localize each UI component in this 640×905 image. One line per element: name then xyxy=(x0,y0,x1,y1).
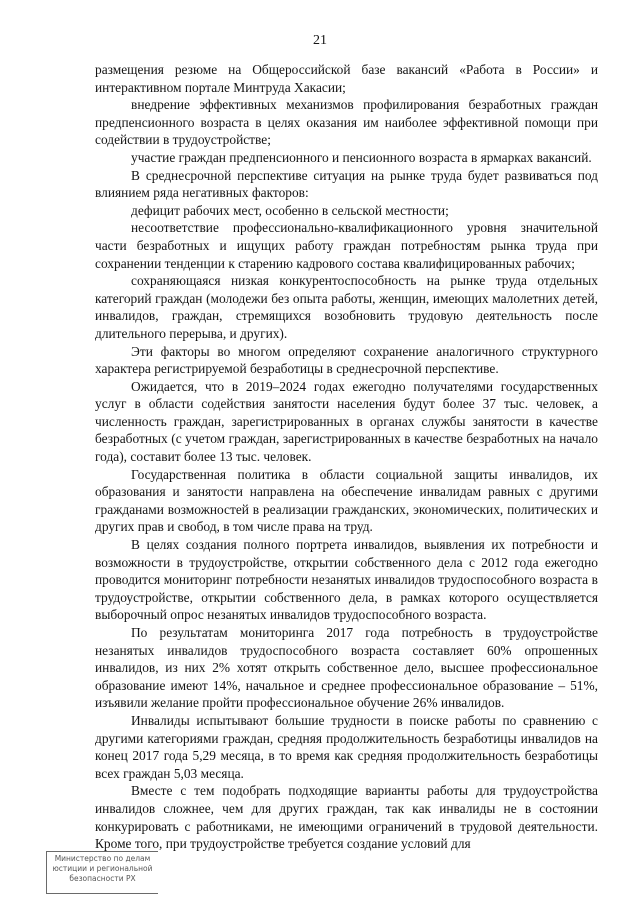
stamp-line: безопасности РХ xyxy=(69,874,136,883)
stamp-line: Министерство по делам xyxy=(54,854,151,863)
paragraph: Инвалиды испытывают большие трудности в поиске работы по сравнению с другими категориями граждан, средняя продолжительность безработицы инвалидов на конец 2017 года 5,29 месяца, в то время как средняя продолжительность безработицы всех граждан 5,03 месяца. xyxy=(95,712,598,781)
document-body xyxy=(95,61,598,853)
paragraph: внедрение эффективных механизмов профилирования безработных граждан предпенсионного возраста в целях оказания им наиболее эффективной помощи при содействии в трудоустройстве; xyxy=(95,97,598,148)
paragraph: Государственная политика в области социальной защиты инвалидов, их образования и занятости направлена на обеспечение инвалидам равных с другими гражданами возможностей в реализации гражданских, экономических, политических и других прав и свобод, в том числе права на труд. xyxy=(95,466,598,535)
page-number: 21 xyxy=(313,33,327,48)
paragraph: Вместе с тем подобрать подходящие варианты работы для трудоустройства инвалидов сложнее, чем для других граждан, так как инвалиды не в состоянии конкурировать с работниками, не имеющими ограничений в трудовой деятельности. Кроме того, при трудоустройстве требуется создание условий для xyxy=(95,783,598,852)
paragraph: Ожидается, что в 2019–2024 годах ежегодно получателями государственных услуг в области содействия занятости населения будут более 37 тыс. человек, а численность граждан, зарегистрированных в органах службы занятости в качестве безработных (с учетом граждан, зарегистрированных в качестве безработных на начало года), составит более 13 тыс. человек. xyxy=(95,378,598,465)
paragraph: В среднесрочной перспективе ситуация на рынке труда будет развиваться под влиянием ряда негативных факторов: xyxy=(95,167,598,201)
paragraph: размещения резюме на Общероссийской базе вакансий «Работа в России» и интерактивном портале Минтруда Хакасии; xyxy=(95,62,598,95)
paragraph: Эти факторы во многом определяют сохранение аналогичного структурного характера регистрируемой безработицы в среднесрочной перспективе. xyxy=(95,343,598,377)
paragraph: несоответствие профессионально-квалификационного уровня значительной части безработных и ищущих работу граждан потребностям рынка труда при сохранении тенденции к старению кадрового состава квалифицированных рабочих; xyxy=(95,220,598,271)
paragraph: В целях создания полного портрета инвалидов, выявления их потребности и возможности в трудоустройстве, открытии собственного дела с 2012 года ежегодно проводится мониторинг потребности незанятых инвалидов трудоспособного возраста в трудоустройстве, открытии собственного дела, в рамках которого осуществляется выборочный опрос незанятых инвалидов трудоспособного возраста. xyxy=(95,537,598,623)
paragraph: дефицит рабочих мест, особенно в сельской местности; xyxy=(131,202,449,218)
paragraph: участие граждан предпенсионного и пенсионного возраста в ярмарках вакансий. xyxy=(131,149,592,165)
ministry-stamp xyxy=(46,851,158,894)
paragraph: По результатам мониторинга 2017 года потребность в трудоустройстве незанятых инвалидов трудоспособного возраста составляет 60% опрошенных инвалидов, из них 2% хотят открыть собственное дело, высшее профессиональное образование имеют 14%, начальное и среднее профессиональное образование – 51%, изъявили желание пройти профессиональное обучение 26% инвалидов. xyxy=(95,625,598,711)
paragraph: сохраняющаяся низкая конкурентоспособность на рынке труда отдельных категорий граждан (молодежи без опыта работы, женщин, имеющих малолетних детей, инвалидов, граждан, стремящихся возобновить трудовую деятельность после длительного перерыва, и других). xyxy=(95,273,598,341)
stamp-line: юстиции и региональной xyxy=(52,864,153,873)
